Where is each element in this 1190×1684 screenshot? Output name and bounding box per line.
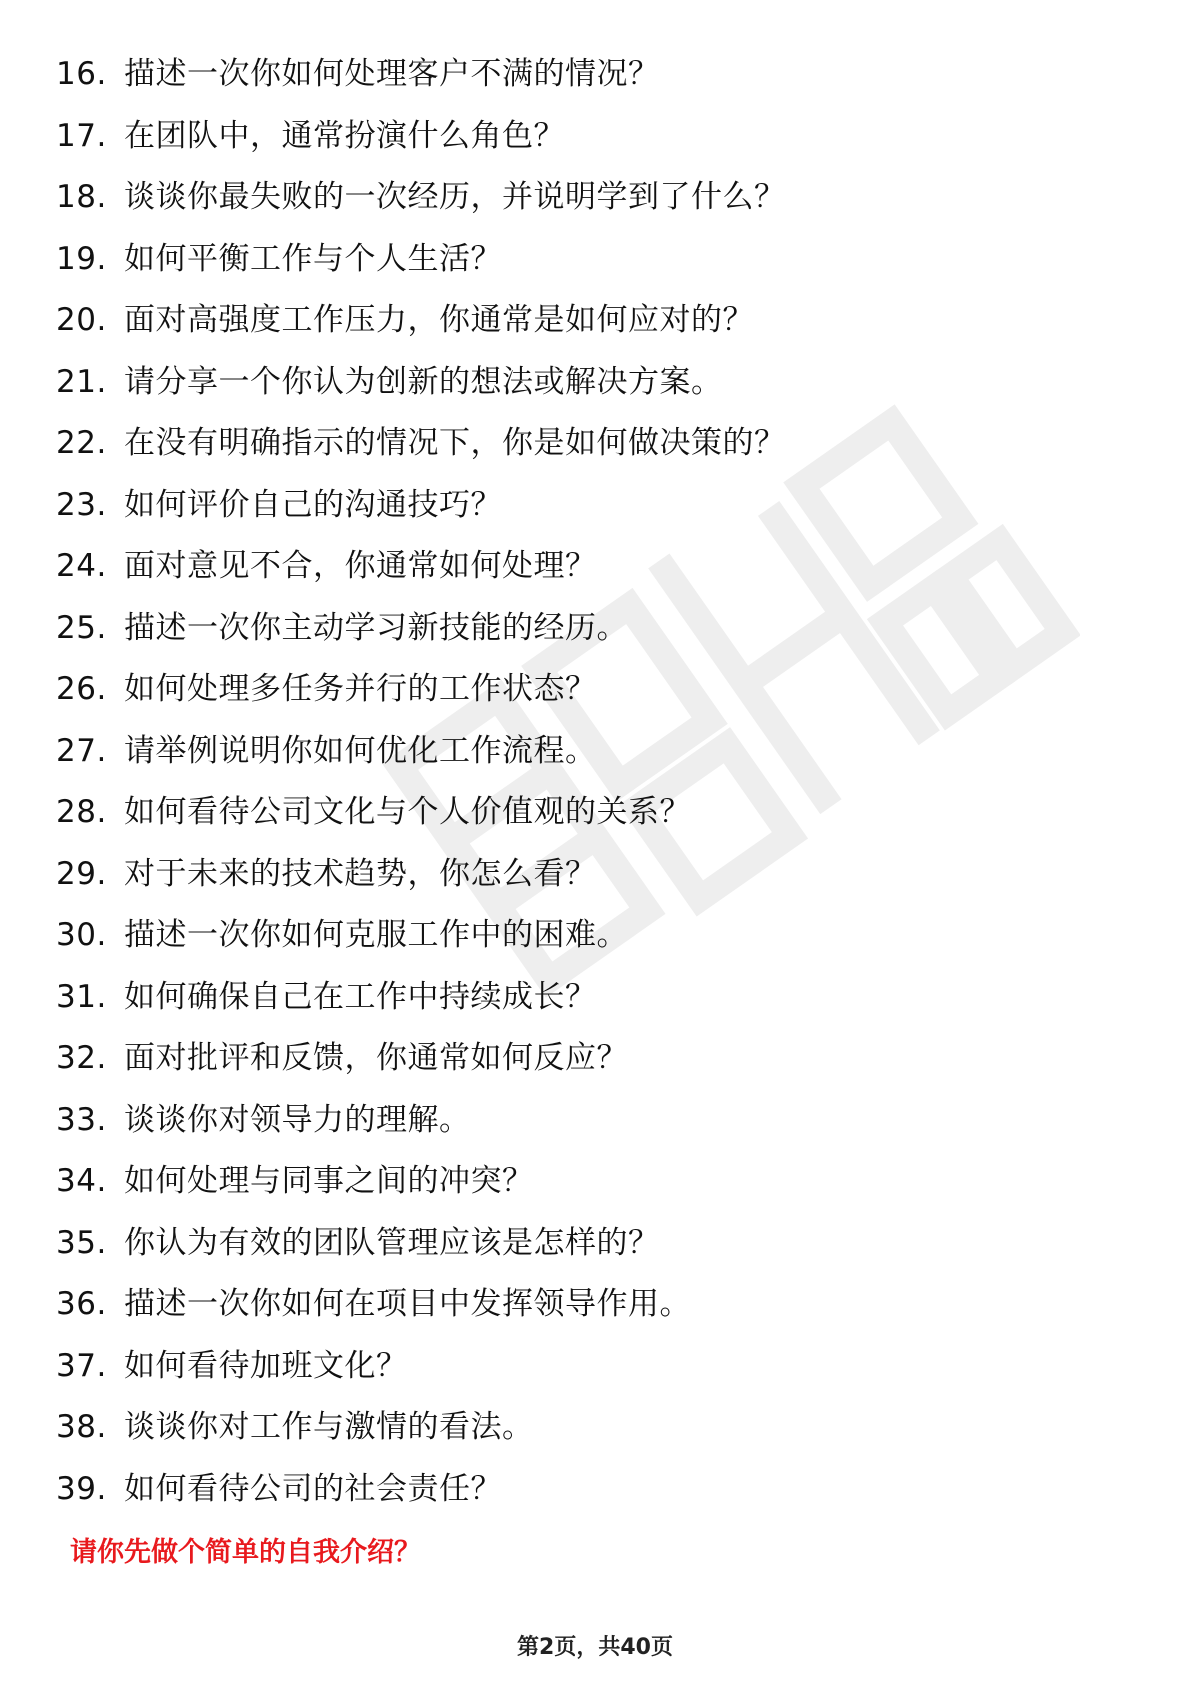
list-item	[56, 106, 786, 168]
question-number: 16.	[56, 56, 107, 92]
question-text: 在没有明确指示的情况下，你是如何做决策的？	[124, 425, 786, 461]
list-item	[56, 1213, 786, 1275]
question-text: 你认为有效的团队管理应该是怎样的？	[124, 1224, 660, 1261]
list-item	[56, 782, 786, 844]
question-number: 32.	[56, 1040, 107, 1076]
question-text: 描述一次你主动学习新技能的经历。	[124, 609, 628, 646]
question-text: 对于未来的技术趋势，你怎么看？	[124, 855, 597, 892]
list-item	[56, 1459, 786, 1521]
list-item	[56, 598, 786, 660]
list-item	[56, 967, 786, 1029]
list-item	[56, 1274, 786, 1336]
question-text: 面对高强度工作压力，你通常是如何应对的？	[124, 302, 754, 338]
question-number: 28.	[56, 794, 107, 830]
question-text: 如何看待加班文化？	[124, 1347, 408, 1384]
highlight-question: 请你先做个简单的自我介绍？	[70, 1537, 421, 1568]
list-item	[56, 352, 786, 414]
list-item	[56, 844, 786, 906]
question-number: 18.	[56, 179, 107, 215]
question-number: 33.	[56, 1101, 107, 1138]
question-text: 如何评价自己的沟通技巧？	[124, 486, 502, 523]
question-text: 如何看待公司的社会责任？	[124, 1470, 502, 1507]
list-item	[56, 721, 786, 783]
question-number: 39.	[56, 1470, 107, 1507]
question-number: 31.	[56, 978, 107, 1015]
question-text: 面对批评和反馈，你通常如何反应？	[124, 1040, 628, 1076]
list-item	[56, 659, 786, 721]
question-text: 在团队中，通常扮演什么角色？	[124, 117, 565, 154]
list-item	[56, 44, 786, 106]
question-number: 35.	[56, 1224, 107, 1261]
question-text: 描述一次你如何处理客户不满的情况？	[124, 56, 660, 92]
question-number: 36.	[56, 1286, 107, 1322]
page-number: 第2页，共40页	[517, 1635, 673, 1660]
list-item	[56, 413, 786, 475]
list-item	[56, 1151, 786, 1213]
question-text: 如何处理与同事之间的冲突？	[124, 1163, 534, 1199]
question-text: 如何处理多任务并行的工作状态？	[124, 671, 597, 707]
question-number: 21.	[56, 363, 107, 400]
question-text: 谈谈你最失败的一次经历，并说明学到了什么？	[124, 179, 786, 215]
question-text: 谈谈你对领导力的理解。	[124, 1101, 471, 1138]
question-number: 20.	[56, 302, 107, 338]
question-number: 30.	[56, 917, 107, 953]
question-number: 17.	[56, 117, 107, 154]
question-number: 37.	[56, 1347, 107, 1384]
list-item	[56, 475, 786, 537]
question-number: 34.	[56, 1163, 107, 1199]
question-number: 19.	[56, 240, 107, 277]
question-number: 29.	[56, 855, 107, 892]
list-item	[56, 536, 786, 598]
question-number: 22.	[56, 425, 107, 461]
question-text: 面对意见不合，你通常如何处理？	[124, 548, 597, 584]
question-text: 描述一次你如何在项目中发挥领导作用。	[124, 1286, 691, 1322]
question-text: 如何平衡工作与个人生活？	[124, 240, 502, 277]
question-text: 如何确保自己在工作中持续成长？	[124, 978, 597, 1015]
list-item	[56, 905, 786, 967]
list-item	[56, 1397, 786, 1459]
list-item	[56, 1336, 786, 1398]
list-item	[56, 229, 786, 291]
question-number: 38.	[56, 1409, 107, 1445]
question-number: 27.	[56, 732, 107, 769]
question-number: 26.	[56, 671, 107, 707]
question-number: 23.	[56, 486, 107, 523]
question-number: 24.	[56, 548, 107, 584]
question-text: 描述一次你如何克服工作中的困难。	[124, 917, 628, 953]
list-item	[56, 1090, 786, 1152]
question-list	[56, 44, 786, 1520]
list-item	[56, 1028, 786, 1090]
question-text: 谈谈你对工作与激情的看法。	[124, 1409, 534, 1445]
question-text: 如何看待公司文化与个人价值观的关系？	[124, 794, 691, 830]
list-item	[56, 167, 786, 229]
question-number: 25.	[56, 609, 107, 646]
question-text: 请分享一个你认为创新的想法或解决方案。	[124, 363, 723, 400]
question-text: 请举例说明你如何优化工作流程。	[124, 732, 597, 769]
list-item	[56, 290, 786, 352]
